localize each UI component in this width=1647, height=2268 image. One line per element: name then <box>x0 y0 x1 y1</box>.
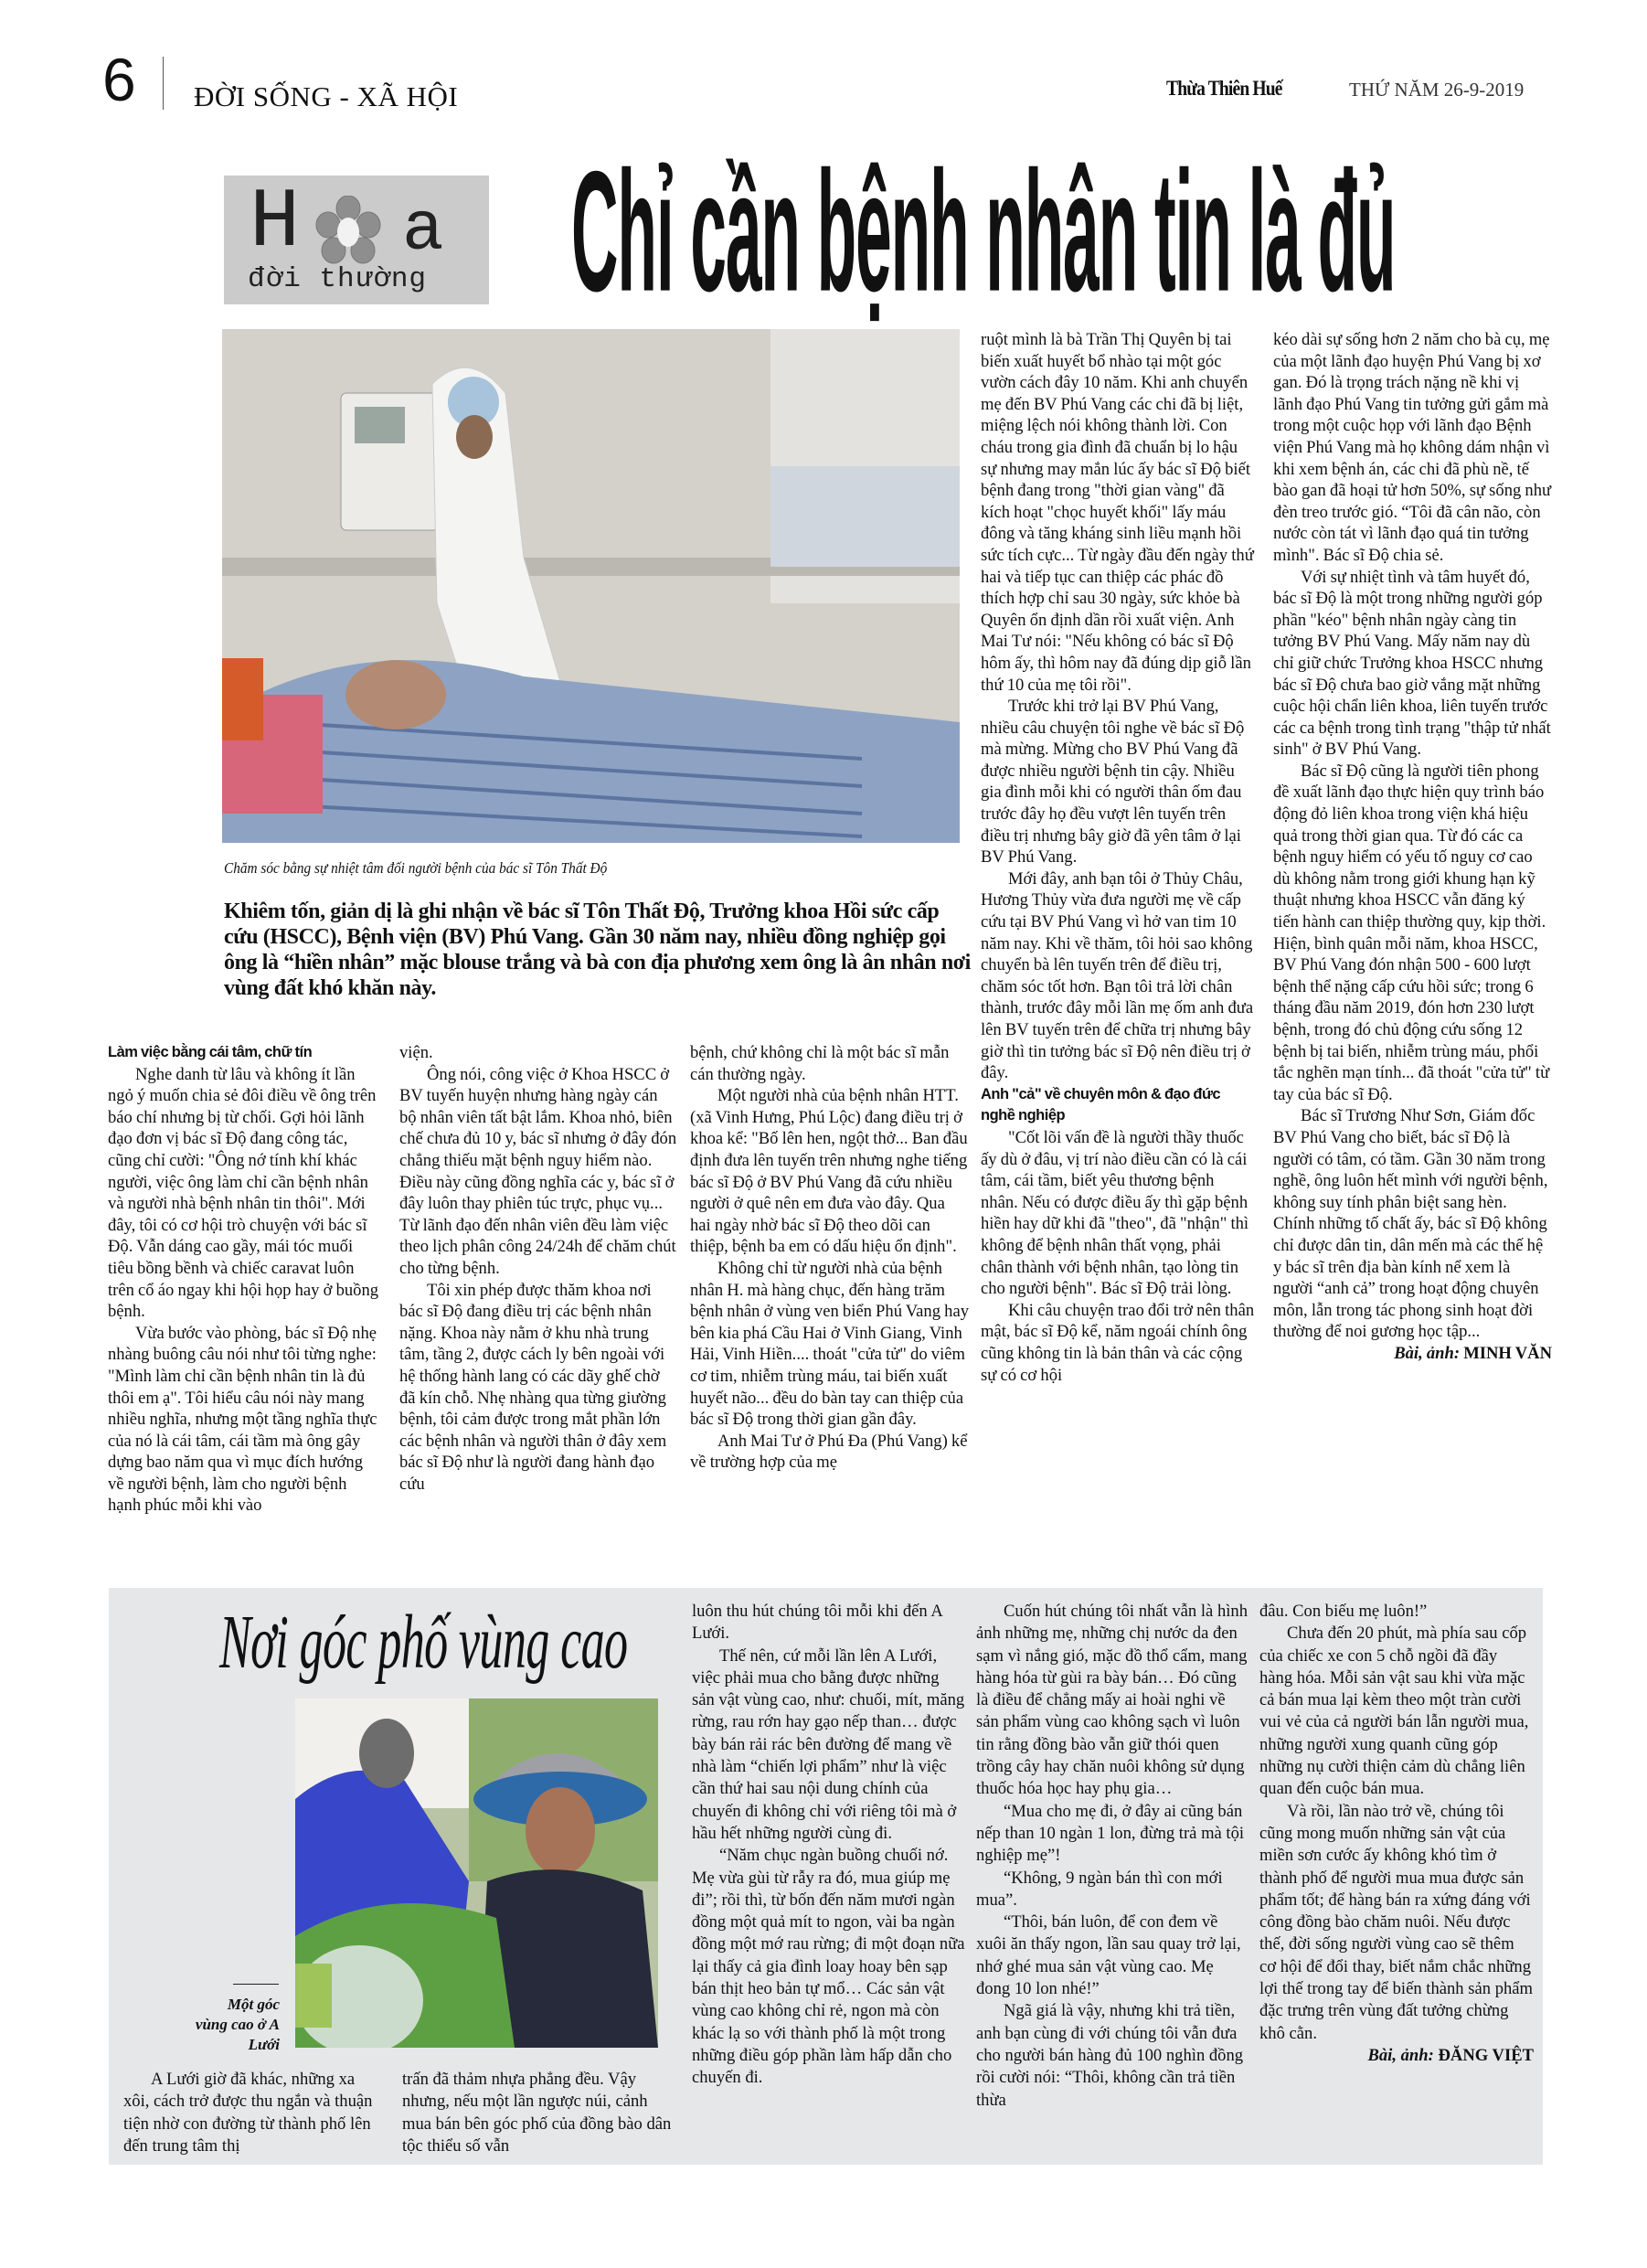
byline <box>1259 2045 1534 2067</box>
photo-caption: Một góc vùng cao ở A Lưới <box>195 1996 280 2053</box>
paragraph: luôn thu hút chúng tôi mỗi khi đến A Lưới. <box>692 1602 942 1644</box>
paragraph: Một người nhà của bệnh nhân HTT. (xã Vinh Hưng, Phú Lộc) đang điều trị ở khoa kể: "Bố lên hen, ngột thở... Ban đầu định đưa lên tuyến trên nhưng nghe tiếng bác sĩ Độ ở BV Phú Vang đã cứu nhiều người ở quê nên em đưa vào đây. Qua hai ngày nhờ bác sĩ Độ theo dõi can thiệp, bệnh ba em có dấu hiệu ổn định". <box>690 1086 968 1257</box>
byline-label: Bài, ảnh: <box>1367 2045 1434 2065</box>
article-column <box>692 1601 966 2090</box>
header-divider <box>163 57 164 110</box>
paragraph: đâu. Con biếu mẹ luôn!” <box>1259 1602 1428 1621</box>
byline-author: ĐĂNG VIỆT <box>1438 2045 1534 2065</box>
byline <box>1273 1343 1552 1365</box>
subheading: Anh "cả" về chuyên môn & đạo đức nghề nghiệp <box>981 1085 1221 1124</box>
paragraph: “Không, 9 ngàn bán thì con mới mua”. <box>976 1868 1223 1910</box>
article-lede: Khiêm tốn, giản dị là ghi nhận về bác sĩ Tôn Thất Độ, Trưởng khoa Hồi sức cấp cứu (HSCC), Bệnh viện (BV) Phú Vang. Gần 30 năm nay, nhiều đồng nghiệp gọi ông là “hiền nhân” mặc blouse trắng và bà con địa phương xem ông là ân nhân nơi vùng đất khó khăn này. <box>224 900 971 1000</box>
paragraph: Tôi xin phép được thăm khoa nơi bác sĩ Độ đang điều trị các bệnh nhân nặng. Khoa này nằm ở khu nhà trung tâm, tầng 2, được cách ly bên ngoài với hệ thống hành lang có các dãy ghế chờ đã kín chỗ. Nhẹ nhàng qua từng giường bệnh, tôi cảm được trong mắt phần lớn các bệnh nhân và người thân ở đây xem bác sĩ Độ như là người đang hành đạo cứu <box>399 1280 667 1494</box>
paragraph: “Thôi, bán luôn, để con đem về xuôi ăn thấy ngon, lần sau quay trở lại, nhớ ghé mua sản vật vùng cao. Mẹ đong 10 lon nhé!” <box>976 1912 1241 1999</box>
paragraph: Ngã giá là vậy, nhưng khi trả tiền, anh bạn cùng đi với chúng tôi vẫn đưa cho người bán hàng đủ 100 nghìn đồng rồi cười nói: “Thôi, không cần trả tiền thừa <box>976 2001 1244 2110</box>
paragraph: bệnh, chứ không chỉ là một bác sĩ mẫn cán thường ngày. <box>690 1043 950 1084</box>
article-column <box>123 2069 375 2157</box>
article-column <box>399 1042 678 1495</box>
paragraph: Cuốn hút chúng tôi nhất vẫn là hình ảnh những mẹ, những chị nước da đen sạm vì nắng gió, mặc đồ thổ cẩm, mang hàng hóa từ gùi ra bày bán… Đó cũng là điều để chẳng mấy ai hoài nghi về sản phẩm vùng cao không sạch vì luôn tin rằng đồng bào vẫn giữ thói quen trồng cây hay chăn nuôi không sử dụng thuốc hóa học hay phụ gia… <box>976 1602 1248 1799</box>
logo-letter-a: a <box>402 191 444 270</box>
paragraph: Thế nên, cứ mỗi lần lên A Lưới, việc phải mua cho bằng được những sản vật vùng cao, như: chuối, mít, măng rừng, rau rớn hay gạo nếp than… được bày bán rải rác bên đường để mang về nhà làm “chiến lợi phẩm” như là việc cần thứ hai sau nội dung chính của chuyến đi không chỉ với riêng tôi mà ở hầu hết những người cùng đi. <box>692 1645 965 1843</box>
flower-icon <box>315 196 381 267</box>
paragraph: “Năm chục ngàn buồng chuối nớ. Mẹ vừa gùi từ rẫy ra đó, mua giúp mẹ đi”; rồi thì, từ bốn đến năm mươi ngàn đồng một quả mít to ngon, vài ba ngàn đồng một mớ rau rừng; đi một đoạn nữa lại thấy cả gia đình loay hoay bên sạp bán thịt heo bản tự mổ… Các sản vật vùng cao không chỉ rẻ, ngon mà còn khác lạ so với thành phố là một trong những điều góp phần làm hấp dẫn cho chuyến đi. <box>692 1846 965 2088</box>
paragraph: A Lưới giờ đã khác, những xa xôi, cách trở được thu ngắn và thuận tiện nhờ con đường từ thành phố lên đến trung tâm thị <box>123 2070 373 2156</box>
paragraph: Với sự nhiệt tình và tâm huyết đó, bác sĩ Độ là một trong những người góp phần "kéo" bệnh nhân ngày càng tin tưởng BV Phú Vang. Mấy năm nay dù chỉ giữ chức Trưởng khoa HSCC nhưng bác sĩ Độ chưa bao giờ vắng mặt những cuộc hội chẩn liên khoa, liên tuyến trước các ca bệnh trong tình trạng "thập tử nhất sinh" ở BV Phú Vang. <box>1273 567 1551 760</box>
paragraph: Ông nói, công việc ở Khoa HSCC ở BV tuyến huyện nhưng hàng ngày cán bộ nhân viên tất bật lắm. Khoa nhỏ, biên chế chưa đủ 10 y, bác sĩ nhưng ở đây đón chẳng thiếu mặt bệnh nguy hiểm nào. Điều này cũng đồng nghĩa các y, bác sĩ ở đây luôn thay phiên túc trực, phục vụ... Từ lãnh đạo đến nhân viên đều làm việc theo lịch phân công 24/24h để chăm chút cho từng bệnh. <box>399 1064 677 1278</box>
paragraph: viện. <box>399 1043 433 1062</box>
paragraph: Chưa đến 20 phút, mà phía sau cốp của chiếc xe con 5 chỗ ngồi đã đầy hàng hóa. Mỗi sản vật sau khi vừa mặc cả bán mua lại kèm theo một tràn cười vui vẻ của cả người bán lẫn người mua, những người xung quanh cũng góp những nụ cười thiện cảm dù chẳng liên quan đến cuộc bán mua. <box>1259 1624 1529 1799</box>
paragraph: Không chỉ từ người nhà của bệnh nhân H. mà hàng chục, đến hàng trăm bệnh nhân ở vùng ven biển Phú Vang hay bên kia phá Cầu Hai ở Vinh Giang, Vinh Hải, Vinh Hiền.... thoát "cửa tử" do viêm cơ tim, nhiễm trùng máu, tai biến xuất huyết não... đều do bàn tay can thiệp của bác sĩ Độ trong thời gian gần đây. <box>690 1258 970 1430</box>
paragraph: trấn đã thảm nhựa phẳng đều. Vậy nhưng, nếu một lần ngược núi, cảnh mua bán bên góc phố của đồng bào dân tộc thiểu số vẫn <box>402 2070 672 2156</box>
newspaper-name: Thừa Thiên Huế <box>1166 77 1282 100</box>
market-photo <box>295 1698 658 2048</box>
section-title: ĐỜI SỐNG - XÃ HỘI <box>194 80 459 112</box>
article-column <box>108 1042 380 1517</box>
byline-label: Bài, ảnh: <box>1394 1343 1461 1363</box>
logo-subtitle: đời thường <box>248 263 428 295</box>
paragraph: Trước khi trở lại BV Phú Vang, nhiều câu chuyện tôi nghe về bác sĩ Độ mà mừng. Mừng cho BV Phú Vang đã được nhiều người bệnh tin cậy. Nhiều gia đình mỗi khi có người thân ốm đau trước đây họ đều vượt lên tuyến trên điều trị nhưng bây giờ đã yên tâm ở lại BV Phú Vang. <box>981 697 1245 868</box>
hospital-photo <box>222 329 960 843</box>
headline: Chỉ cần bệnh nhân tin là đủ <box>571 135 1396 327</box>
paragraph: Nghe danh từ lâu và không ít lần ngỏ ý muốn chia sẻ đôi điều về ông trên báo chí nhưng bị từ chối. Gợi hỏi lãnh đạo đơn vị bác sĩ Độ đang công tác, cũng chỉ cười: "Ông nớ tính khí khác người, việc ông làm chỉ cần bệnh nhân và người nhà bệnh nhân tin thôi". Mới đây, tôi có cơ hội trò chuyện với bác sĩ Độ. Vẫn dáng cao gầy, mái tóc muối tiêu bồng bềnh và chiếc caravat luôn trên cổ áo ngay khi hội họp hay ở buồng bệnh. <box>108 1064 379 1322</box>
caption-rule <box>233 1984 279 1985</box>
paragraph: Anh Mai Tư ở Phú Đa (Phú Vang) kể về trường hợp của mẹ <box>690 1431 968 1473</box>
paragraph: Mới đây, anh bạn tôi ở Thủy Châu, Hương Thủy vừa đưa người mẹ về cấp cứu tại BV Phú Vang vì hở van tim 10 năm nay. Khi về thăm, tôi hỏi sao không chuyển bà lên tuyến trên để điều trị, chăm sóc tốt hơn. Bạn tôi trả lời chân thành, trước đây mỗi lần mẹ ốm anh đưa lên BV tuyến trên để chữa trị nhưng bây giờ thì tin tưởng bác sĩ Độ nên điều trị ở đây. <box>981 868 1254 1083</box>
article-column <box>402 2069 676 2157</box>
issue-date: THỨ NĂM 26-9-2019 <box>1349 79 1525 101</box>
paragraph: ruột mình là bà Trần Thị Quyên bị tai biến xuất huyết bổ nhào tại một góc vườn cách đây 10 năm. Khi anh chuyển mẹ đến BV Phú Vang các chi đã bị liệt, miệng lệch nói không thành lời. Con cháu trong gia đình đã chuẩn bị lo hậu sự nhưng may mắn lúc ấy bác sĩ Độ biết bệnh đang trong "thời gian vàng" đã kích hoạt "chọc huyết khối" lấy máu đông và tăng kháng sinh liều mạnh hồi sức tích cực... Từ ngày đầu đến ngày thứ hai và tiếp tục can thiệp các phác đồ thích hợp chỉ sau 30 ngày, sức khỏe bà Quyên ổn định dần rồi xuất viện. Anh Mai Tư nói: "Nếu không có bác sĩ Độ hôm ấy, thì hôm nay đã đúng dịp giỗ lần thứ 10 của mẹ tôi rồi". <box>981 330 1254 695</box>
article-column <box>1259 1601 1534 2067</box>
paragraph: Vừa bước vào phòng, bác sĩ Độ nhẹ nhàng buông câu nói như tôi từng nghe: "Mình làm chỉ cần bệnh nhân tin là đủ thôi em ạ". Tôi hiểu câu nói này mang nhiều nghĩa, nhưng một tầng nghĩa thực của nó là cái tâm, cái tầm mà ông gây dựng bao năm qua vì mục đích hướng về người bệnh, làm cho người bệnh hạnh phúc mỗi khi vào <box>108 1323 377 1516</box>
page-number: 6 <box>102 46 136 113</box>
rubric-logo <box>224 176 489 304</box>
feature-headline: Nơi góc phố vùng cao <box>219 1600 628 1685</box>
byline-author: MINH VĂN <box>1463 1343 1552 1363</box>
article-column <box>690 1042 969 1474</box>
paragraph: "Cốt lõi vấn đề là người thầy thuốc ấy dù ở đâu, vị trí nào điều cần có là cái tâm, cái tầm, biết yêu thương bệnh nhân. Nếu có được điều ấy thì gặp bệnh hiền hay dữ khi đã "theo", đã "nhận" thì không để bệnh nhân thất vọng, phải chân thành với bệnh nhân, tạo lòng tin cho người bệnh". Bác sĩ Độ trải lòng. <box>981 1127 1249 1299</box>
article-column <box>981 329 1255 1386</box>
article-column <box>1273 329 1552 1365</box>
paragraph: Và rồi, lần nào trở về, chúng tôi cũng mong muốn những sản vật của miền sơn cước ấy không khó tìm ở thành phố để người mua mua được sản phẩm tốt; để hàng bán ra xứng đáng với công đồng bào chăm nuôi. Nếu được thế, đời sống người vùng cao sẽ thêm cơ hội để đổi thay, biết nắm chắc những lợi thế trong tay để biến thành sản phẩm đặc trưng trên vùng đất tưởng chừng khô cằn. <box>1259 1801 1533 2043</box>
paragraph: “Mua cho mẹ đi, ở đây ai cũng bán nếp than 10 ngàn 1 lon, đừng trả mà tội nghiệp mẹ”! <box>976 1801 1245 1866</box>
paragraph: Khi câu chuyện trao đổi trở nên thân mật, bác sĩ Độ kể, năm ngoái chính ông cũng không tin là bản thân và các cộng sự có cơ hội <box>981 1300 1255 1385</box>
article-column <box>976 1601 1250 2112</box>
paragraph: Bác sĩ Độ cũng là người tiên phong đề xuất lãnh đạo thực hiện quy trình báo động đỏ liên khoa trong viện khá hiệu quả trong thời gian qua. Từ đó các ca bệnh nguy hiểm có yếu tố nguy cơ cao dù không nằm trong giới khung hạn kỹ thuật nhưng khoa HSCC vẫn đăng ký tiến hành can thiệp thường quy, kịp thời. Hiện, bình quân mỗi năm, khoa HSCC, BV Phú Vang đón nhận 500 - 600 lượt bệnh thể nặng cấp cứu hồi sức; trong 6 tháng đầu năm 2019, đón hơn 230 lượt bệnh, trong đó chủ động cứu sống 12 bệnh bị tai biến, nhiễm trùng máu, phổi tắc nghẽn mạn tính... đã thoát "cửa tử" từ tay của bác sĩ Độ. <box>1273 761 1550 1104</box>
paragraph: Bác sĩ Trương Như Sơn, Giám đốc BV Phú Vang cho biết, bác sĩ Độ là người có tâm, có tầm. Gần 30 năm trong nghề, ông luôn hết mình với người bệnh, không suy tính phân biệt sang hèn. Chính những tố chất ấy, bác sĩ Độ không chỉ được dân tin, dân mến mà các thế hệ y bác sĩ trên địa bàn kính nể xem là người “anh cả” trong hoạt động chuyên môn, lẫn trong tác phong sinh hoạt đời thường để noi gương học tập... <box>1273 1106 1548 1342</box>
photo-caption: Chăm sóc bằng sự nhiệt tâm đối người bệnh của bác sĩ Tôn Thất Độ <box>224 859 608 877</box>
logo-letter-h: H <box>250 175 301 271</box>
subheading: Làm việc bằng cái tâm, chữ tín <box>108 1044 313 1060</box>
paragraph: kéo dài sự sống hơn 2 năm cho bà cụ, mẹ của một lãnh đạo huyện Phú Vang bị xơ gan. Đó là trọng trách nặng nề khi vị lãnh đạo Phú Vang tin tưởng gửi gắm mà trong một cuộc họp với lãnh đạo Bệnh viện Phú Vang mà họ không dám nhận vì khi xem bệnh án, các chi đã phù nề, tế bào gan đã hoại tử hơn 50%, sự sống như đèn treo trước gió. “Tôi đã cân não, còn nước còn tát vì lãnh đạo quá tin tưởng mình". Bác sĩ Độ chia sẻ. <box>1273 330 1552 565</box>
